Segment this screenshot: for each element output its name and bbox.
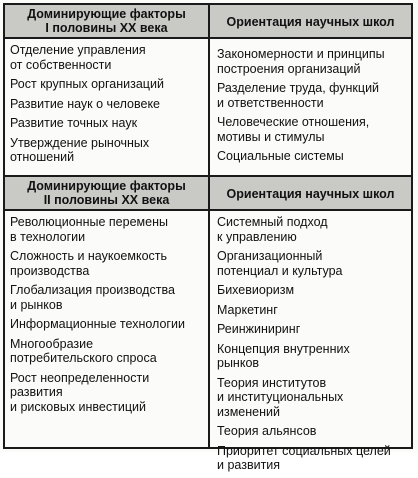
section1-left-item: Развитие точных наук bbox=[10, 116, 138, 130]
section2-left-item: Многообразие потребительского спроса bbox=[10, 336, 157, 365]
section2-right-item: Реинжиниринг bbox=[217, 322, 301, 336]
section1-left-header-text: Доминирующие факторы I половины XX века bbox=[27, 7, 186, 35]
section1-right-item: Разделение труда, функций и ответственности bbox=[217, 81, 380, 110]
section2-right-list bbox=[217, 215, 409, 478]
section1-right-item: Закономерности и принципы построения организаций bbox=[217, 47, 385, 76]
section2-left-item: Информационные технологии bbox=[10, 317, 185, 331]
section1-right-item: Человеческие отношения, мотивы и стимулы bbox=[217, 115, 370, 144]
section1-left-item: Развитие наук о человеке bbox=[10, 96, 160, 111]
section1-left-list bbox=[10, 43, 204, 170]
section1-header-divider bbox=[5, 37, 411, 39]
section2-header-divider bbox=[5, 209, 411, 211]
section2-right-item: Бихевиоризм bbox=[217, 283, 295, 297]
section2-left-item: Рост неопределенности развития и рисковых инвестиций bbox=[10, 370, 150, 414]
section2-right-item: Организационный потенциал и культура bbox=[217, 249, 343, 278]
section1-left-item: Утверждение рыночных отношений bbox=[10, 135, 150, 164]
section2-right-item: Маркетинг bbox=[217, 302, 278, 317]
section1-right-item: Социальные системы bbox=[217, 149, 344, 163]
section2-right-item: Концепция внутренних рынков bbox=[217, 341, 350, 370]
section1-left-item: Рост крупных организаций bbox=[10, 77, 164, 91]
section1-right-header bbox=[210, 5, 411, 37]
section1-left-item: Отделение управления от собственности bbox=[10, 43, 146, 72]
section2-right-item: Теория альянсов bbox=[217, 424, 317, 438]
section2-left-item: Глобализация производства и рынков bbox=[10, 283, 175, 312]
factors-table bbox=[3, 3, 413, 472]
section2-left-list bbox=[10, 215, 204, 419]
section2-left-header-text: Доминирующие факторы II половины XX века bbox=[27, 179, 186, 207]
section2-left-item: Революционные перемены в технологии bbox=[10, 215, 168, 244]
section1-right-header-text: Ориентация научных школ bbox=[226, 15, 395, 29]
section2-right-item: Приоритет социальных целей и развития bbox=[217, 443, 391, 472]
section1-left-header bbox=[5, 5, 208, 37]
section2-right-item: Системный подход к управлению bbox=[217, 215, 328, 244]
section2-left-header bbox=[5, 177, 208, 209]
section2-right-item: Теория институтов и институциональных изменений bbox=[217, 375, 344, 419]
section2-right-header-text: Ориентация научных школ bbox=[226, 187, 395, 201]
section2-right-header bbox=[210, 177, 411, 209]
column-divider bbox=[208, 5, 210, 447]
section2-left-item: Сложность и наукоемкость производства bbox=[10, 249, 168, 278]
section1-right-list bbox=[217, 47, 409, 169]
